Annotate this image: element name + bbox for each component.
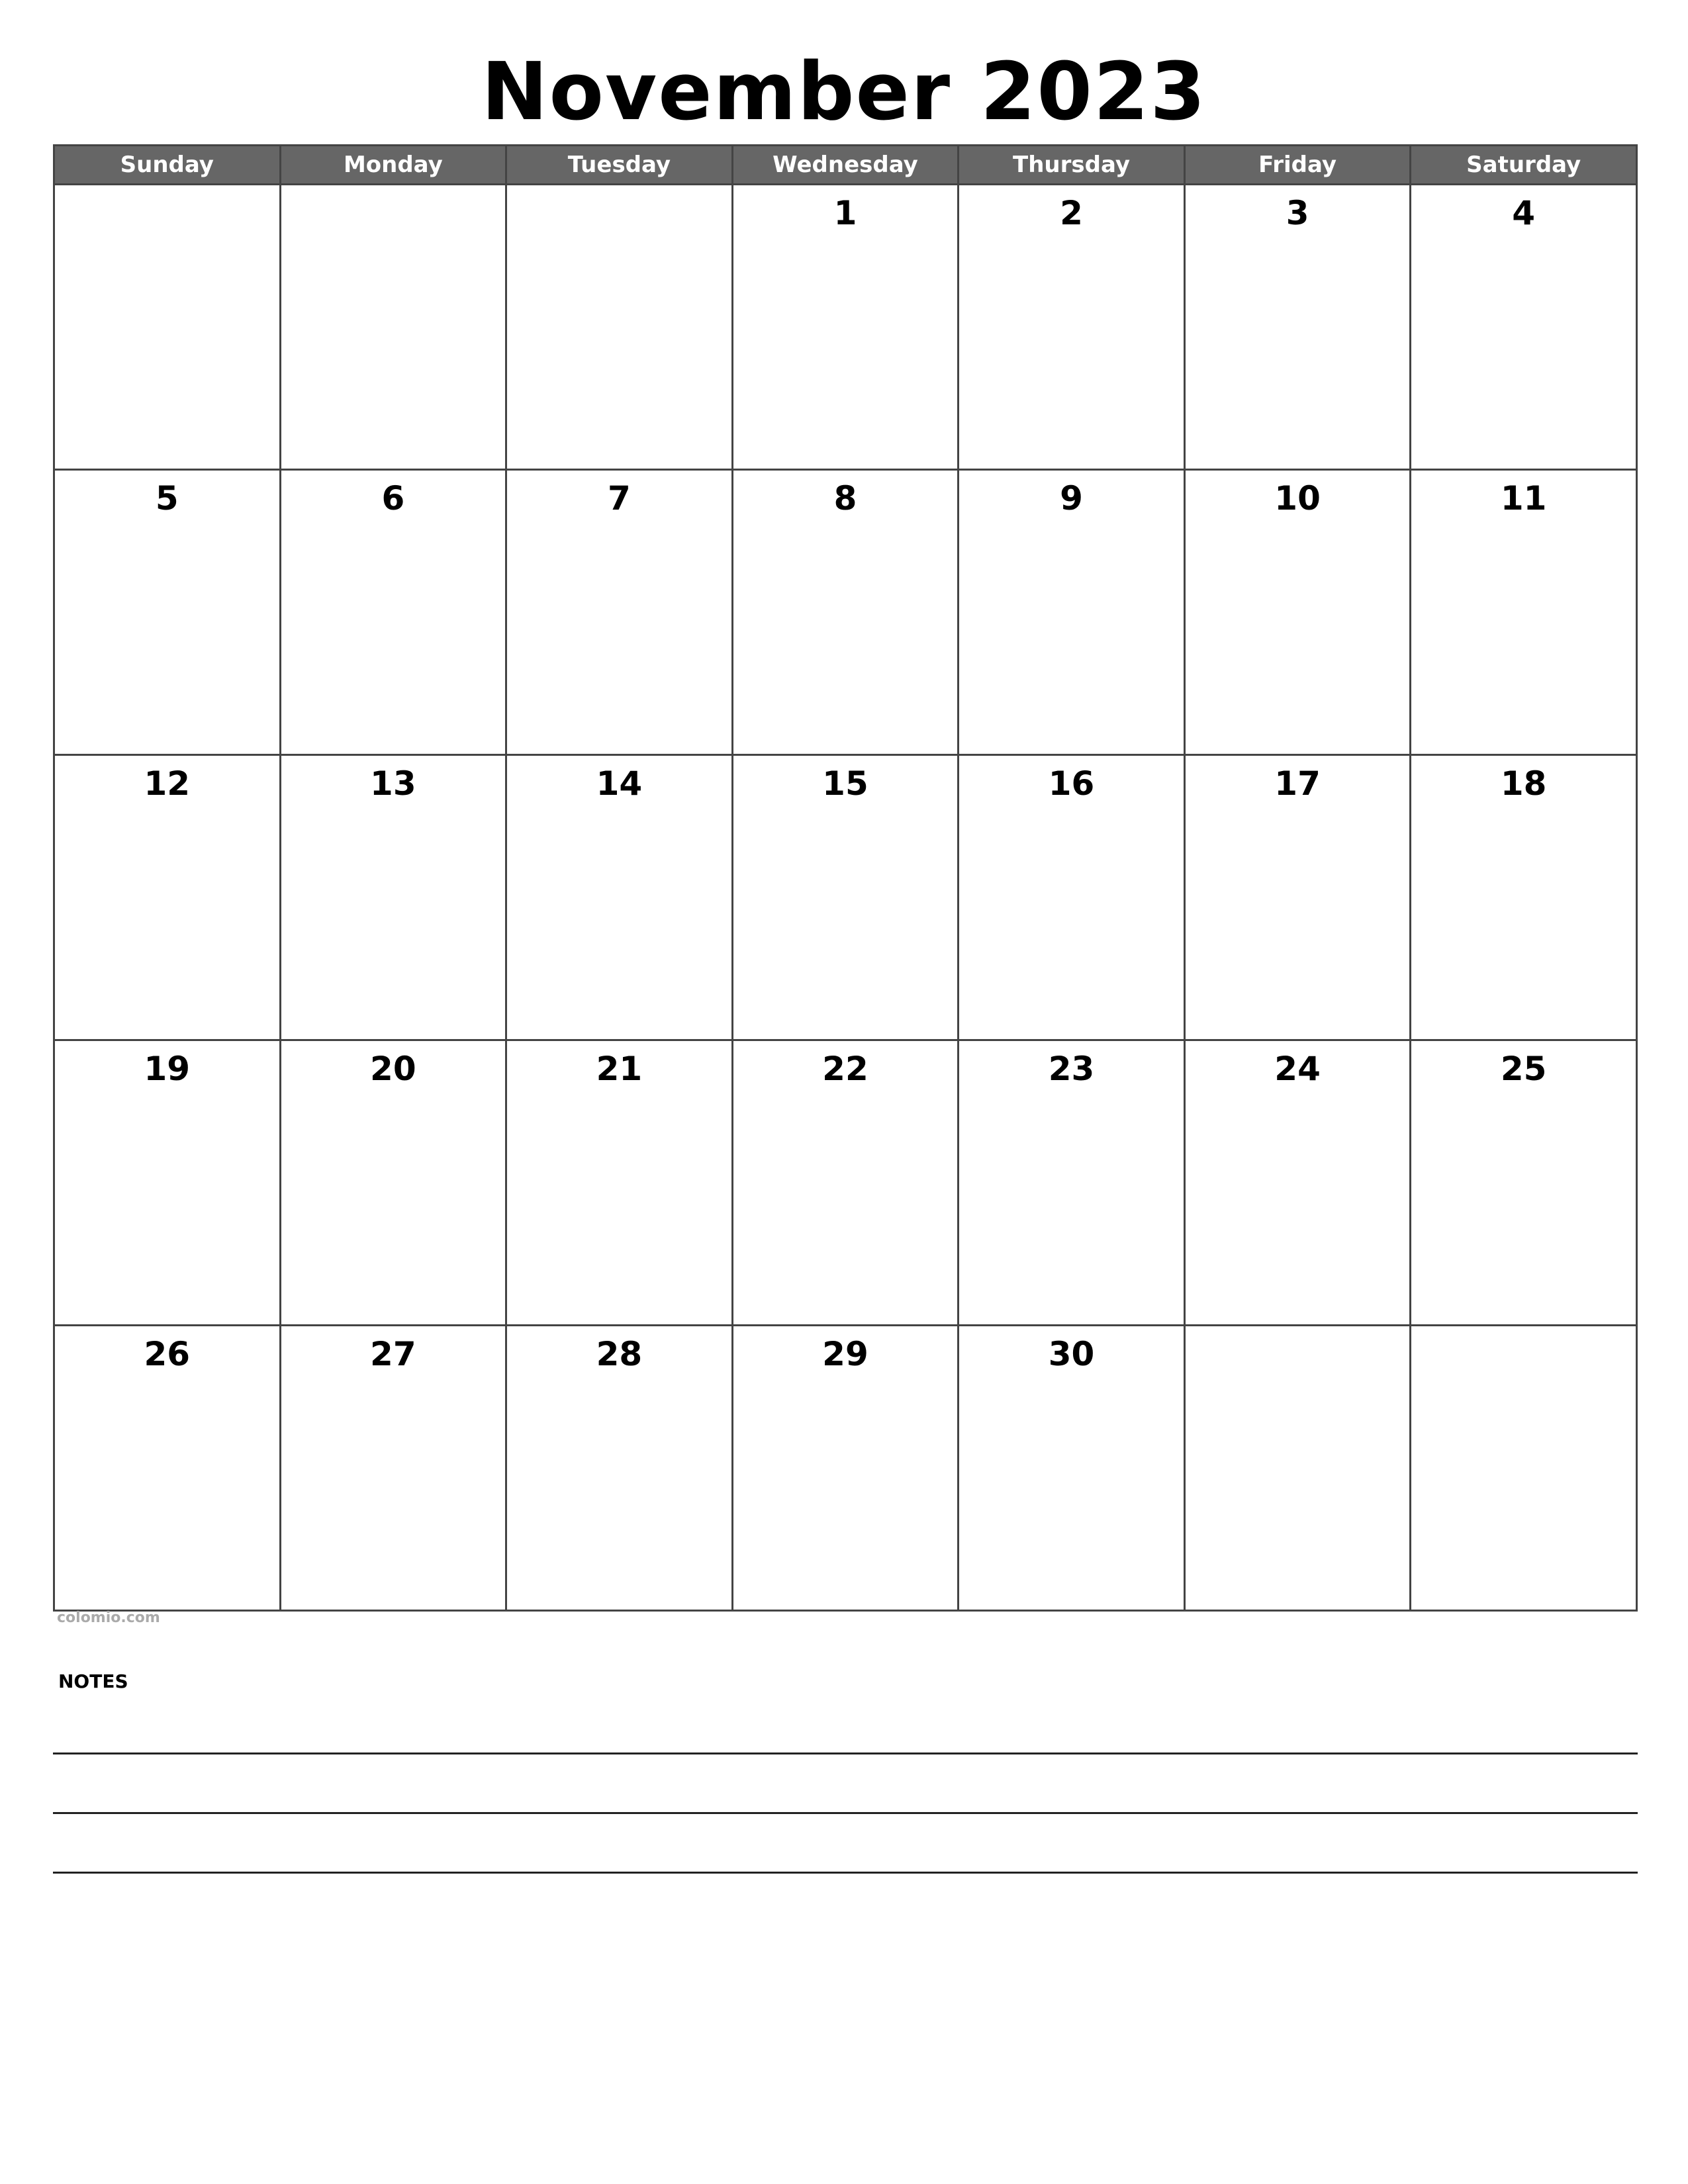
day-cell: [1411, 1040, 1637, 1326]
day-number: 10: [1274, 479, 1321, 518]
day-cell: [1184, 1040, 1411, 1326]
day-cell: [1184, 185, 1411, 470]
day-cell: [1184, 755, 1411, 1040]
day-cell: [732, 755, 959, 1040]
day-cell: [54, 470, 281, 755]
day-cell: [280, 1040, 506, 1326]
page-title: November 2023: [481, 46, 1207, 138]
day-number: 8: [833, 479, 857, 518]
day-number: 3: [1286, 194, 1309, 232]
day-number: 30: [1048, 1335, 1095, 1373]
day-cell: [280, 1326, 506, 1611]
day-number: 4: [1512, 194, 1536, 232]
weekday-header-tuesday: Tuesday: [506, 146, 733, 185]
day-cell: [280, 185, 506, 470]
day-number: 15: [822, 764, 868, 803]
weekday-header-thursday: Thursday: [959, 146, 1185, 185]
day-cell: [732, 1326, 959, 1611]
day-cell: [54, 185, 281, 470]
day-number: 23: [1048, 1050, 1095, 1088]
day-number: 17: [1274, 764, 1321, 803]
day-number: 16: [1048, 764, 1095, 803]
notes-line: [53, 1752, 1638, 1754]
day-cell: [1184, 470, 1411, 755]
day-cell: [1411, 470, 1637, 755]
weekday-header-wednesday: Wednesday: [732, 146, 959, 185]
day-number: 14: [596, 764, 643, 803]
day-number: 5: [155, 479, 179, 518]
day-number: 24: [1274, 1050, 1321, 1088]
day-number: 28: [596, 1335, 643, 1373]
week-row: [54, 1040, 1637, 1326]
weekday-header-friday: Friday: [1184, 146, 1411, 185]
day-cell: [1411, 185, 1637, 470]
day-cell: [506, 755, 733, 1040]
day-cell: [732, 185, 959, 470]
day-number: 13: [370, 764, 416, 803]
day-number: 1: [833, 194, 857, 232]
day-cell: [959, 1326, 1185, 1611]
day-cell: [732, 470, 959, 755]
day-number: 11: [1500, 479, 1547, 518]
week-row: [54, 185, 1637, 470]
day-number: 12: [144, 764, 191, 803]
day-cell: [54, 755, 281, 1040]
day-cell: [1411, 1326, 1637, 1611]
day-cell: [280, 755, 506, 1040]
calendar-grid: [53, 144, 1638, 1612]
day-number: 6: [381, 479, 405, 518]
day-number: 22: [822, 1050, 868, 1088]
weekday-header-monday: Monday: [280, 146, 506, 185]
day-cell: [732, 1040, 959, 1326]
week-row: [54, 1326, 1637, 1611]
day-number: 25: [1500, 1050, 1547, 1088]
day-cell: [280, 470, 506, 755]
site-watermark: colomio.com: [57, 1610, 160, 1626]
day-cell: [506, 185, 733, 470]
day-cell: [959, 755, 1185, 1040]
day-number: 29: [822, 1335, 868, 1373]
day-number: 7: [608, 479, 631, 518]
week-row: [54, 470, 1637, 755]
day-number: 20: [370, 1050, 416, 1088]
day-cell: [959, 185, 1185, 470]
day-cell: [1411, 755, 1637, 1040]
notes-line: [53, 1812, 1638, 1814]
day-cell: [1184, 1326, 1411, 1611]
day-cell: [959, 1040, 1185, 1326]
day-number: 19: [144, 1050, 191, 1088]
weekday-header-saturday: Saturday: [1411, 146, 1637, 185]
notes-line: [53, 1872, 1638, 1874]
day-number: 21: [596, 1050, 643, 1088]
day-cell: [54, 1040, 281, 1326]
notes-label: NOTES: [58, 1670, 128, 1692]
day-cell: [959, 470, 1185, 755]
day-number: 9: [1060, 479, 1083, 518]
day-cell: [506, 1326, 733, 1611]
day-cell: [54, 1326, 281, 1611]
weekday-header-row: [54, 146, 1637, 185]
day-number: 27: [370, 1335, 416, 1373]
day-number: 18: [1500, 764, 1547, 803]
weekday-header-sunday: Sunday: [54, 146, 281, 185]
day-cell: [506, 1040, 733, 1326]
day-number: 26: [144, 1335, 191, 1373]
week-row: [54, 755, 1637, 1040]
day-number: 2: [1060, 194, 1083, 232]
day-cell: [506, 470, 733, 755]
